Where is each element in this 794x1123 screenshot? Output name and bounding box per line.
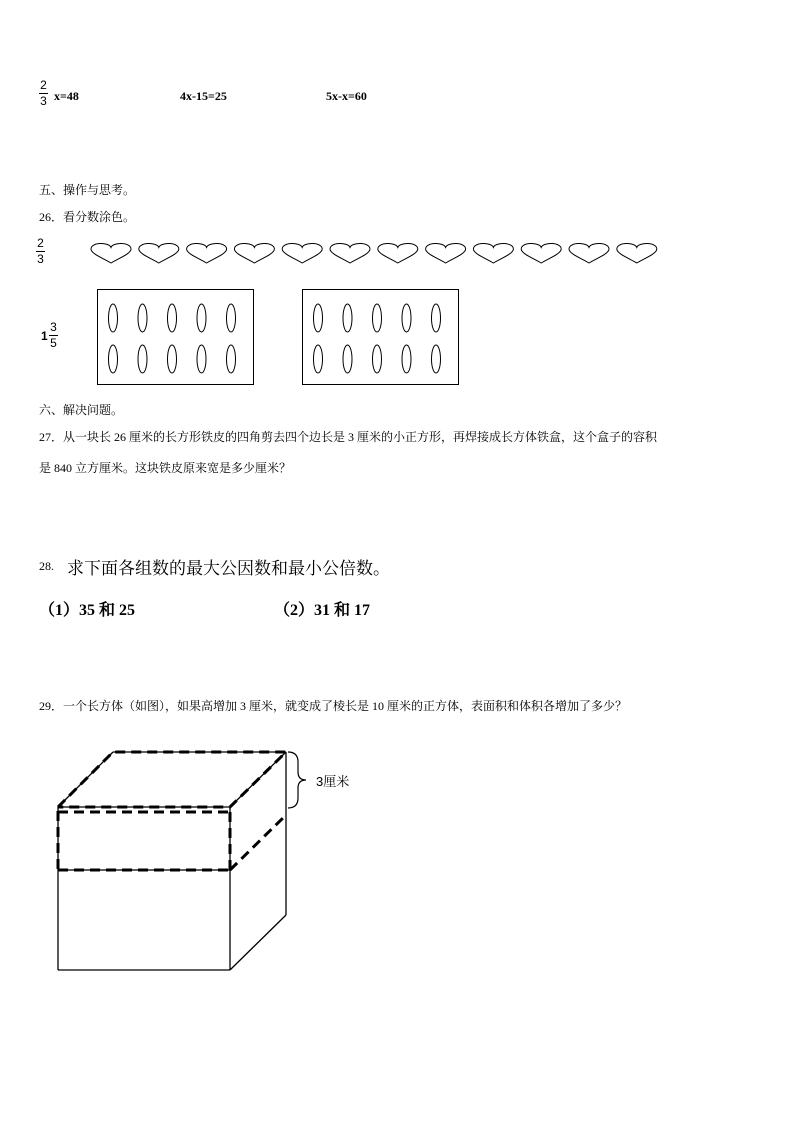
oval-shape (168, 345, 177, 373)
oval-shape (227, 345, 236, 373)
heart-shape (617, 244, 657, 263)
oval-shape (343, 304, 352, 332)
heart-shape (330, 244, 370, 263)
oval-shape (402, 345, 411, 373)
oval-box-1 (97, 289, 254, 385)
question-28-part-2: （2）31 和 17 (274, 602, 371, 619)
equation-3: 5x-x=60 (326, 89, 367, 103)
oval-shape (402, 304, 411, 332)
ovals-group-2 (303, 290, 460, 386)
heart-shape (569, 244, 609, 263)
row2-numerator: 3 (50, 320, 57, 334)
oval-shape (373, 304, 382, 332)
question-27-line-1: 27．从一块长 26 厘米的长方形铁皮的四角剪去四个边长是 3 厘米的小正方形，再焊接成长方体铁盒，这个盒子的容积 (39, 430, 658, 444)
oval-shape (138, 304, 147, 332)
eq1-fraction (39, 79, 48, 108)
row1-numerator: 2 (37, 236, 44, 250)
question-28-number: 28. (39, 559, 54, 573)
equation-1: x=48 (54, 89, 79, 103)
row2-fraction (49, 321, 58, 350)
oval-shape (109, 304, 118, 332)
question-28-part-1: （1）35 和 25 (39, 602, 136, 619)
question-26: 26．看分数涂色。 (39, 210, 136, 224)
question-29: 29．一个长方体（如图），如果高增加 3 厘米，就变成了棱长是 10 厘米的正方体，表面积和体积各增加了多少？ (39, 699, 628, 713)
row1-fraction (36, 237, 45, 266)
oval-shape (197, 304, 206, 332)
section-5-title: 五、操作与思考。 (39, 183, 136, 197)
heart-shape (139, 244, 179, 263)
hearts-row (88, 240, 688, 270)
heart-shape (91, 244, 131, 263)
row2-denominator: 5 (50, 336, 57, 350)
heart-shape (187, 244, 227, 263)
oval-box-2 (302, 289, 459, 385)
oval-shape (138, 345, 147, 373)
oval-shape (314, 304, 323, 332)
oval-shape (197, 345, 206, 373)
oval-shape (227, 304, 236, 332)
oval-shape (314, 345, 323, 373)
heart-shape (473, 244, 513, 263)
oval-shape (373, 345, 382, 373)
heart-shape (282, 244, 322, 263)
equation-2: 4x-15=25 (180, 89, 227, 103)
question-28-text: 求下面各组数的最大公因数和最小公倍数。 (67, 559, 390, 578)
section-6-title: 六、解决问题。 (39, 403, 124, 417)
row2-whole-number: 1 (41, 329, 48, 343)
cuboid-figure (40, 740, 380, 980)
oval-shape (109, 345, 118, 373)
eq1-denominator: 3 (40, 94, 47, 108)
heart-shape (234, 244, 274, 263)
oval-shape (168, 304, 177, 332)
eq1-numerator: 2 (40, 78, 47, 92)
heart-shape (378, 244, 418, 263)
oval-shape (432, 304, 441, 332)
row1-denominator: 3 (37, 252, 44, 266)
figure-label-3cm: 3厘米 (316, 774, 350, 789)
ovals-group-1 (98, 290, 255, 386)
oval-shape (432, 345, 441, 373)
question-27-line-2: 是 840 立方厘米。这块铁皮原来宽是多少厘米？ (39, 461, 292, 475)
heart-shape (426, 244, 466, 263)
heart-shape (521, 244, 561, 263)
oval-shape (343, 345, 352, 373)
